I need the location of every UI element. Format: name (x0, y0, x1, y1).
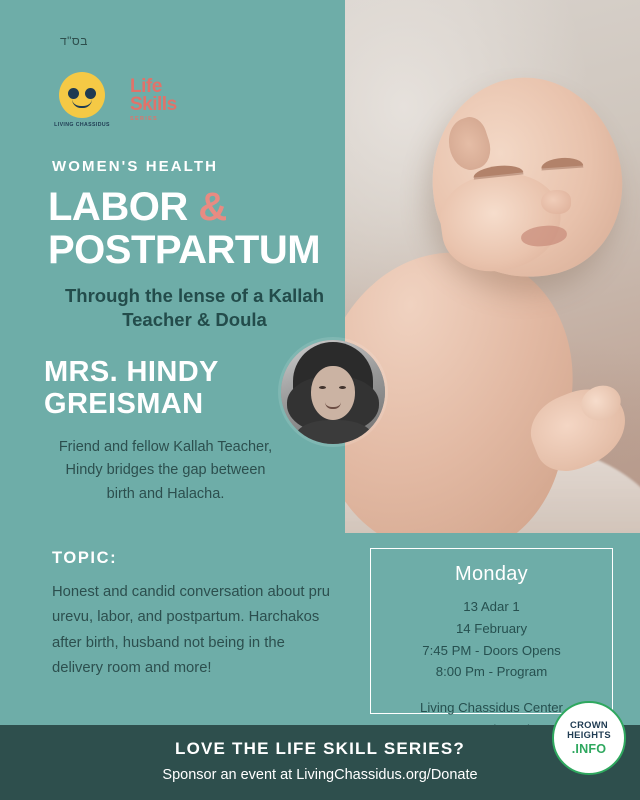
subtitle: Through the lense of a Kallah Teacher & Doula (64, 285, 325, 331)
life-skills-logo (130, 78, 177, 122)
life-skills-line1: Life (130, 76, 162, 98)
smile-icon (72, 99, 92, 108)
avatar (281, 340, 385, 444)
life-skills-line2: Skills (130, 93, 177, 115)
eyebrow-label: WOMEN'S HEALTH (52, 158, 219, 175)
page-title (48, 186, 368, 272)
event-gregorian-date: 14 February (455, 620, 528, 636)
logo-row (52, 72, 177, 128)
speaker-bio: Friend and fellow Kallah Teacher, Hindy bridges the gap between birth and Halacha. (58, 439, 273, 502)
footer-headline: LOVE THE LIFE SKILL SERIES? (175, 739, 465, 758)
badge-line2: .INFO (571, 742, 607, 757)
avatar-eye-icon (319, 386, 326, 389)
title-line1: LABOR (48, 185, 199, 229)
avatar-shoulders (295, 420, 373, 444)
baby-nose-shape (541, 190, 571, 214)
footer-sponsor-link[interactable]: Sponsor an event at LivingChassidus.org/Donate (162, 767, 478, 783)
badge-line1: CROWN HEIGHTS (567, 718, 611, 740)
event-day: Monday (455, 563, 528, 585)
event-program-time: 8:00 Pm - Program (435, 664, 548, 680)
smiley-face-icon (59, 72, 105, 118)
title-line2: POSTPARTUM (48, 228, 321, 273)
crown-heights-info-badge[interactable] (552, 701, 626, 775)
event-details-box (370, 548, 613, 714)
event-doors-time: 7:45 PM - Doors Opens (422, 642, 561, 658)
event-schedule (371, 596, 612, 683)
avatar-eye-icon (339, 386, 346, 389)
life-skills-wordmark (130, 78, 177, 113)
topic-description: Honest and candid conversation about pru urevu, labor, and postpartum. Harchakos after birth, husband not being in the delivery room and more! (52, 584, 331, 677)
bsd-text: בס"ד (60, 34, 88, 48)
life-skills-tagline: SERIES (130, 115, 159, 122)
topic-label: TOPIC: (52, 549, 118, 567)
living-chassidus-logo-caption: LIVING CHASSIDUS (54, 122, 110, 128)
event-hebrew-date: 13 Adar 1 (463, 599, 520, 614)
title-ampersand: & (198, 185, 227, 229)
newborn-baby-photo (345, 0, 640, 533)
living-chassidus-logo (52, 72, 112, 128)
footer-bar (0, 718, 640, 800)
avatar-face (311, 366, 355, 420)
speaker-name: MRS. HINDY GREISMAN (44, 356, 219, 421)
venue-name: Living Chassidus Center (420, 700, 563, 716)
